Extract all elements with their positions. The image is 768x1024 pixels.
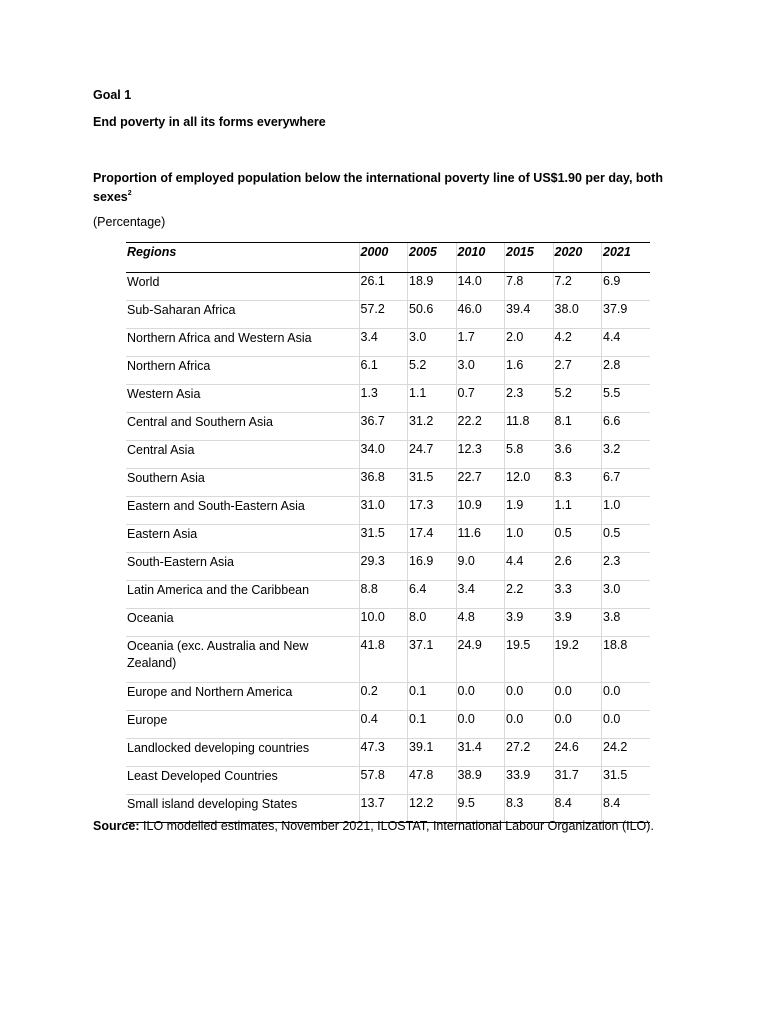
region-cell: Western Asia <box>126 385 359 413</box>
value-cell: 4.2 <box>553 329 602 357</box>
value-cell: 3.9 <box>505 609 554 637</box>
table-row <box>126 609 650 637</box>
table-row <box>126 525 650 553</box>
table-row <box>126 273 650 301</box>
value-cell: 0.4 <box>359 711 408 739</box>
value-cell: 14.0 <box>456 273 505 301</box>
value-cell: 50.6 <box>408 301 457 329</box>
value-cell: 1.0 <box>602 497 651 525</box>
value-cell: 1.0 <box>505 525 554 553</box>
value-cell: 36.7 <box>359 413 408 441</box>
value-cell: 2.2 <box>505 581 554 609</box>
value-cell: 8.0 <box>408 609 457 637</box>
value-cell: 57.2 <box>359 301 408 329</box>
table-row <box>126 301 650 329</box>
value-cell: 2.7 <box>553 357 602 385</box>
value-cell: 0.2 <box>359 683 408 711</box>
value-cell: 31.5 <box>408 469 457 497</box>
column-header-year: 2000 <box>359 243 408 273</box>
value-cell: 11.6 <box>456 525 505 553</box>
value-cell: 0.0 <box>602 711 651 739</box>
unit-label: (Percentage) <box>93 215 166 229</box>
value-cell: 2.8 <box>602 357 651 385</box>
table-header-row <box>126 243 650 273</box>
value-cell: 24.9 <box>456 637 505 683</box>
value-cell: 8.1 <box>553 413 602 441</box>
goal-title: End poverty in all its forms everywhere <box>93 115 326 129</box>
value-cell: 33.9 <box>505 767 554 795</box>
table-row <box>126 637 650 683</box>
value-cell: 1.9 <box>505 497 554 525</box>
value-cell: 2.0 <box>505 329 554 357</box>
region-cell: Landlocked developing countries <box>126 739 359 767</box>
value-cell: 7.8 <box>505 273 554 301</box>
table-row <box>126 357 650 385</box>
value-cell: 10.0 <box>359 609 408 637</box>
value-cell: 8.8 <box>359 581 408 609</box>
value-cell: 31.4 <box>456 739 505 767</box>
value-cell: 37.1 <box>408 637 457 683</box>
column-header-year: 2005 <box>408 243 457 273</box>
value-cell: 12.0 <box>505 469 554 497</box>
table-row <box>126 469 650 497</box>
column-header-year: 2010 <box>456 243 505 273</box>
value-cell: 1.1 <box>553 497 602 525</box>
value-cell: 46.0 <box>456 301 505 329</box>
value-cell: 0.5 <box>602 525 651 553</box>
table-row <box>126 413 650 441</box>
value-cell: 13.7 <box>359 795 408 823</box>
table-row <box>126 497 650 525</box>
value-cell: 18.8 <box>602 637 651 683</box>
value-cell: 0.0 <box>602 683 651 711</box>
value-cell: 38.9 <box>456 767 505 795</box>
table-row <box>126 553 650 581</box>
value-cell: 19.2 <box>553 637 602 683</box>
poverty-table <box>126 242 650 823</box>
table-row <box>126 739 650 767</box>
value-cell: 19.5 <box>505 637 554 683</box>
source-label: Source: <box>93 819 140 833</box>
value-cell: 1.1 <box>408 385 457 413</box>
value-cell: 2.3 <box>602 553 651 581</box>
value-cell: 1.3 <box>359 385 408 413</box>
value-cell: 0.7 <box>456 385 505 413</box>
table-row <box>126 581 650 609</box>
region-cell: Eastern and South-Eastern Asia <box>126 497 359 525</box>
value-cell: 8.4 <box>553 795 602 823</box>
value-cell: 0.0 <box>553 683 602 711</box>
value-cell: 29.3 <box>359 553 408 581</box>
region-cell: Least Developed Countries <box>126 767 359 795</box>
table-row <box>126 683 650 711</box>
value-cell: 6.1 <box>359 357 408 385</box>
region-cell: South-Eastern Asia <box>126 553 359 581</box>
region-cell: Southern Asia <box>126 469 359 497</box>
source-note <box>93 819 654 833</box>
table-row <box>126 329 650 357</box>
value-cell: 22.7 <box>456 469 505 497</box>
footnote-mark: 2 <box>127 190 132 197</box>
value-cell: 24.2 <box>602 739 651 767</box>
value-cell: 2.6 <box>553 553 602 581</box>
value-cell: 6.9 <box>602 273 651 301</box>
value-cell: 5.5 <box>602 385 651 413</box>
value-cell: 12.3 <box>456 441 505 469</box>
region-cell: Oceania (exc. Australia and New Zealand) <box>126 637 359 683</box>
value-cell: 17.3 <box>408 497 457 525</box>
value-cell: 3.0 <box>456 357 505 385</box>
value-cell: 3.4 <box>456 581 505 609</box>
value-cell: 4.4 <box>602 329 651 357</box>
value-cell: 5.8 <box>505 441 554 469</box>
region-cell: Eastern Asia <box>126 525 359 553</box>
value-cell: 24.6 <box>553 739 602 767</box>
region-cell: Sub-Saharan Africa <box>126 301 359 329</box>
region-cell: Northern Africa <box>126 357 359 385</box>
value-cell: 5.2 <box>408 357 457 385</box>
value-cell: 31.2 <box>408 413 457 441</box>
value-cell: 38.0 <box>553 301 602 329</box>
value-cell: 8.4 <box>602 795 651 823</box>
region-cell: Europe and Northern America <box>126 683 359 711</box>
value-cell: 0.0 <box>456 683 505 711</box>
value-cell: 6.7 <box>602 469 651 497</box>
value-cell: 2.3 <box>505 385 554 413</box>
value-cell: 17.4 <box>408 525 457 553</box>
value-cell: 0.0 <box>456 711 505 739</box>
region-cell: Central and Southern Asia <box>126 413 359 441</box>
value-cell: 1.6 <box>505 357 554 385</box>
value-cell: 3.0 <box>408 329 457 357</box>
value-cell: 3.0 <box>602 581 651 609</box>
value-cell: 36.8 <box>359 469 408 497</box>
column-header-year: 2015 <box>505 243 554 273</box>
value-cell: 6.4 <box>408 581 457 609</box>
value-cell: 39.1 <box>408 739 457 767</box>
value-cell: 3.9 <box>553 609 602 637</box>
source-text: ILO modelled estimates, November 2021, ILOSTAT, International Labour Organization (ILO). <box>139 819 654 833</box>
region-cell: Oceania <box>126 609 359 637</box>
value-cell: 0.0 <box>553 711 602 739</box>
value-cell: 9.5 <box>456 795 505 823</box>
value-cell: 9.0 <box>456 553 505 581</box>
value-cell: 1.7 <box>456 329 505 357</box>
region-cell: World <box>126 273 359 301</box>
region-cell: Latin America and the Caribbean <box>126 581 359 609</box>
value-cell: 16.9 <box>408 553 457 581</box>
value-cell: 47.3 <box>359 739 408 767</box>
value-cell: 5.2 <box>553 385 602 413</box>
value-cell: 3.2 <box>602 441 651 469</box>
value-cell: 12.2 <box>408 795 457 823</box>
column-header-year: 2021 <box>602 243 651 273</box>
value-cell: 3.6 <box>553 441 602 469</box>
value-cell: 3.4 <box>359 329 408 357</box>
table-row <box>126 711 650 739</box>
value-cell: 3.8 <box>602 609 651 637</box>
value-cell: 6.6 <box>602 413 651 441</box>
value-cell: 18.9 <box>408 273 457 301</box>
value-cell: 41.8 <box>359 637 408 683</box>
table-row <box>126 767 650 795</box>
table-title-text: Proportion of employed population below the international poverty line of US$1.90 per day, both sexes <box>93 171 663 204</box>
region-cell: Central Asia <box>126 441 359 469</box>
value-cell: 4.4 <box>505 553 554 581</box>
region-cell: Europe <box>126 711 359 739</box>
value-cell: 3.3 <box>553 581 602 609</box>
value-cell: 0.1 <box>408 711 457 739</box>
value-cell: 0.5 <box>553 525 602 553</box>
table-row <box>126 441 650 469</box>
value-cell: 24.7 <box>408 441 457 469</box>
value-cell: 31.5 <box>602 767 651 795</box>
region-cell: Northern Africa and Western Asia <box>126 329 359 357</box>
table-title <box>93 169 683 207</box>
value-cell: 31.0 <box>359 497 408 525</box>
value-cell: 8.3 <box>505 795 554 823</box>
value-cell: 0.0 <box>505 711 554 739</box>
value-cell: 0.1 <box>408 683 457 711</box>
value-cell: 27.2 <box>505 739 554 767</box>
value-cell: 10.9 <box>456 497 505 525</box>
table-row <box>126 385 650 413</box>
column-header-year: 2020 <box>553 243 602 273</box>
value-cell: 0.0 <box>505 683 554 711</box>
value-cell: 4.8 <box>456 609 505 637</box>
value-cell: 22.2 <box>456 413 505 441</box>
value-cell: 31.7 <box>553 767 602 795</box>
value-cell: 26.1 <box>359 273 408 301</box>
value-cell: 7.2 <box>553 273 602 301</box>
value-cell: 47.8 <box>408 767 457 795</box>
value-cell: 37.9 <box>602 301 651 329</box>
value-cell: 31.5 <box>359 525 408 553</box>
value-cell: 11.8 <box>505 413 554 441</box>
column-header-regions: Regions <box>126 243 359 273</box>
region-cell: Small island developing States <box>126 795 359 823</box>
value-cell: 8.3 <box>553 469 602 497</box>
goal-heading: Goal 1 <box>93 88 132 102</box>
value-cell: 57.8 <box>359 767 408 795</box>
value-cell: 39.4 <box>505 301 554 329</box>
value-cell: 34.0 <box>359 441 408 469</box>
table-body <box>126 273 650 823</box>
